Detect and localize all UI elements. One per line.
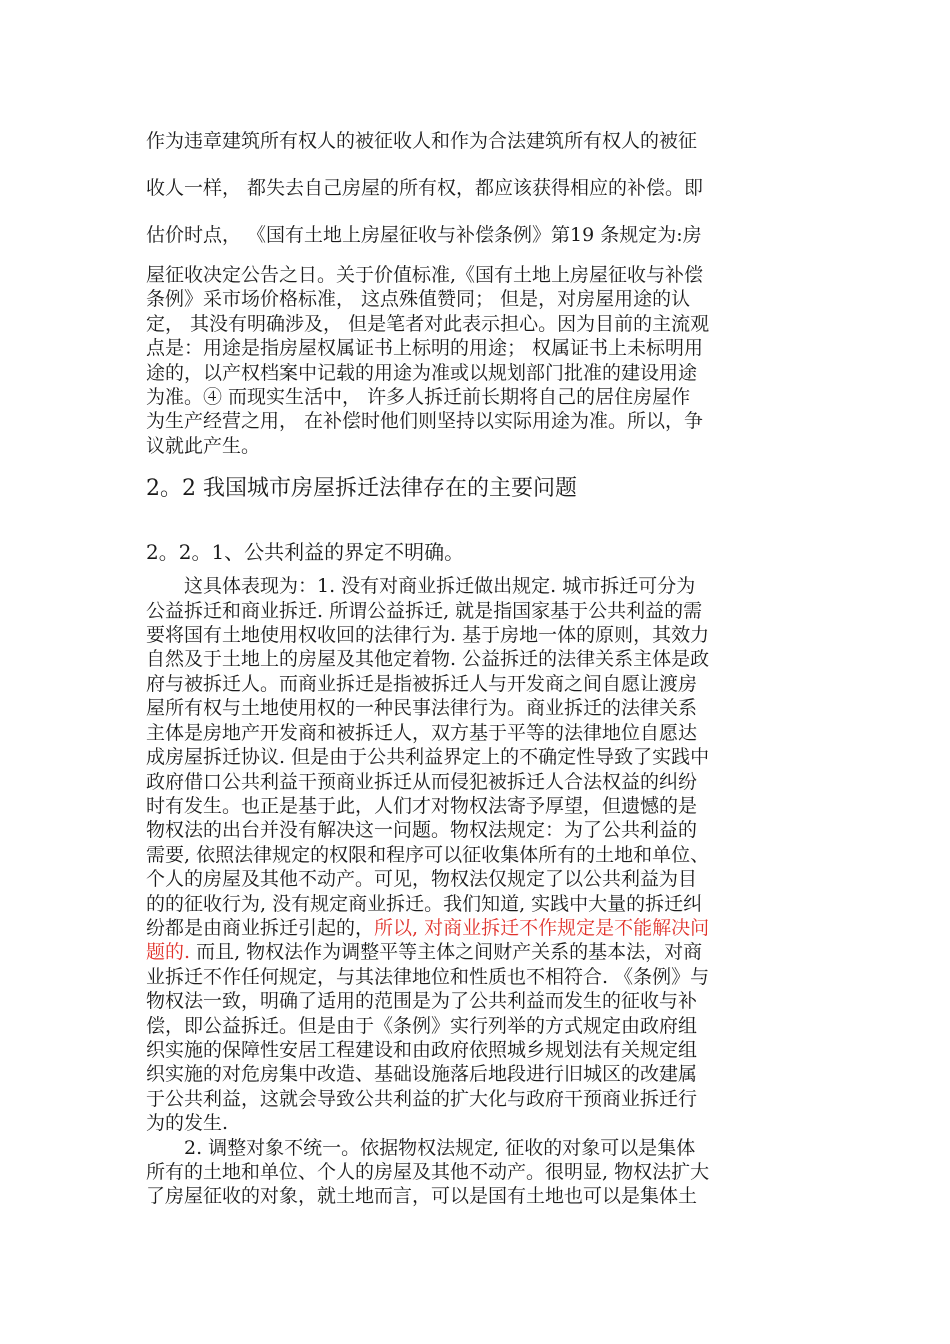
section-heading: 2。2 我国城市房屋拆迁法律存在的主要问题 — [146, 476, 577, 502]
text-line: 屋所有权与土地使用权的一种民事法律行为。商业拆迁的法律关系 — [146, 697, 698, 720]
text-line: 所有的土地和单位、个人的房屋及其他不动产。很明显, 物权法扩大 — [146, 1161, 710, 1183]
text-line: 成房屋拆迁协议. 但是由于公共利益界定上的不确定性导致了实践中 — [146, 746, 710, 769]
text-line: 屋征收决定公告之日。关于价值标准,《国有土地上房屋征收与补偿 — [146, 264, 704, 286]
text-line: 这具体表现为：1. 没有对商业拆迁做出规定. 城市拆迁可分为 — [184, 575, 696, 598]
text-line: 的的征收行为, 没有规定商业拆迁。我们知道, 实践中大量的拆迁纠 — [146, 892, 703, 915]
text-line: 为生产经营之用， 在补偿时他们则坚持以实际用途为准。所以，争 — [146, 410, 704, 433]
text-line: 定， 其没有明确涉及， 但是笔者对此表示担心。因为目前的主流观 — [146, 312, 710, 335]
text-line: 政府借口公共利益干预商业拆迁从而侵犯被拆迁人合法权益的纠纷 — [146, 770, 698, 793]
text-line: 公益拆迁和商业拆迁. 所谓公益拆迁, 就是指国家基于公共利益的需 — [146, 599, 703, 622]
text-line: 需要, 依照法律规定的权限和程序可以征收集体所有的土地和单位、 — [146, 843, 710, 866]
text-line: 2. 调整对象不统一。依据物权法规定, 征收的对象可以是集体 — [184, 1136, 696, 1159]
valuation-paragraph — [146, 263, 808, 458]
text-line: 条例》采市场价格标准， 这点殊值赞同； 但是，对房屋用途的认 — [146, 288, 691, 311]
text-line: 议就此产生。 — [146, 434, 261, 457]
text-line: 时有发生。也正是基于此，人们才对物权法寄予厚望，但遗憾的是 — [146, 794, 698, 817]
text-segment: 而且, 物权法作为调整平等主体之间财产关系的基本法，对商 — [190, 941, 703, 964]
text-line — [146, 916, 808, 940]
highlighted-text: 所以, 对商业拆迁不作规定是不能解决问 — [374, 916, 710, 939]
text-line: 了房屋征收的对象，就土地而言，可以是国有土地也可以是集体土 — [146, 1185, 698, 1208]
text-line: 要将国有土地使用权收回的法律行为. 基于房地一体的原则，其效力 — [146, 624, 710, 647]
text-line: 府与被拆迁人。而商业拆迁是指被拆迁人与开发商之间自愿让渡房 — [146, 672, 698, 695]
text-line: 估价时点， 《国有土地上房屋征收与补偿条例》第19 条规定为:房 — [146, 224, 702, 246]
text-line: 物权法的出台并没有解决这一问题。物权法规定：为了公共利益的 — [146, 819, 698, 842]
adjustment-object-paragraph — [146, 1136, 808, 1209]
text-line: 业拆迁不作任何规定，与其法律地位和性质也不相符合. 《条例》与 — [146, 965, 710, 988]
text-line: 为的发生. — [146, 1112, 229, 1135]
text-line: 织实施的对危房集中改造、基础设施落后地段进行旧城区的改建属 — [146, 1063, 698, 1086]
text-line: 为准。④ 而现实生活中， 许多人拆迁前长期将自己的居住房屋作 — [146, 386, 691, 409]
text-line: 物权法一致，明确了适用的范围是为了公共利益而发生的征收与补 — [146, 990, 698, 1013]
public-interest-paragraph — [146, 574, 808, 1135]
text-line — [146, 940, 808, 964]
text-line: 于公共利益，这就会导致公共利益的扩大化与政府干预商业拆迁行 — [146, 1087, 698, 1110]
document-page — [146, 118, 808, 1209]
text-line: 收人一样， 都失去自己房屋的所有权，都应该获得相应的补偿。即 — [146, 177, 704, 199]
text-line: 自然及于土地上的房屋及其他定着物. 公益拆迁的法律关系主体是政 — [146, 648, 710, 671]
text-line: 点是：用途是指房屋权属证书上标明的用途； 权属证书上未标明用 — [146, 337, 704, 360]
text-line: 主体是房地产开发商和被拆迁人，双方基于平等的法律地位自愿达 — [146, 721, 698, 744]
text-line: 途的，以产权档案中记载的用途为准或以规划部门批准的建设用途 — [146, 361, 698, 384]
text-segment: 纷都是由商业拆迁引起的， — [146, 916, 375, 939]
text-line: 织实施的保障性安居工程建设和由政府依照城乡规划法有关规定组 — [146, 1038, 698, 1061]
highlighted-text: 题的. — [146, 941, 191, 964]
text-line: 作为违章建筑所有权人的被征收人和作为合法建筑所有权人的被征 — [146, 130, 698, 152]
subsection-heading: 2。2。1、公共利益的界定不明确。 — [146, 540, 465, 565]
text-line: 偿，即公益拆迁。但是由于《条例》实行列举的方式规定由政府组 — [146, 1014, 698, 1037]
text-line: 个人的房屋及其他不动产。可见，物权法仅规定了以公共利益为目 — [146, 868, 698, 891]
opening-paragraph — [146, 118, 808, 259]
